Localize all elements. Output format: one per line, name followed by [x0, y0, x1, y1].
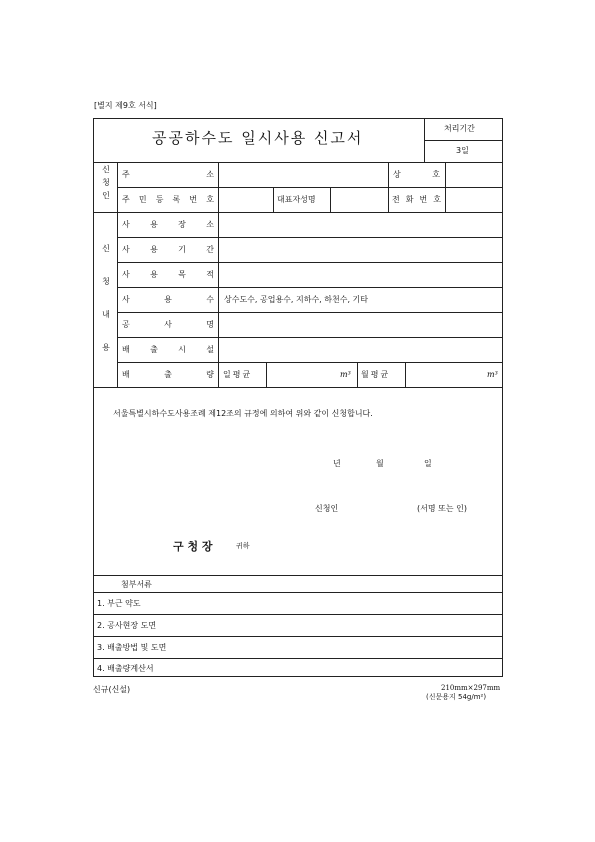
divider — [330, 187, 331, 212]
water-source-value: 상수도수, 공업용수, 지하수, 하천수, 기타 — [224, 295, 368, 304]
recipient-suffix: 귀하 — [236, 542, 250, 550]
construction-name-label: 공 사 명 — [122, 320, 214, 329]
divider — [424, 140, 503, 141]
daily-average-label: 일평균 — [223, 370, 253, 379]
resident-number-label: 주 민 등 록 번 호 — [122, 195, 214, 204]
divider — [218, 162, 219, 387]
divider — [273, 187, 274, 212]
form-number-label: [별지 제9호 서식] — [94, 101, 157, 110]
divider — [405, 362, 406, 387]
water-source-label: 사 용 수 — [122, 295, 214, 304]
attachment-item: 2. 공사현장 도면 — [97, 621, 157, 630]
address-label: 주 소 — [122, 170, 214, 179]
divider — [93, 636, 503, 637]
divider — [445, 162, 446, 212]
divider — [93, 658, 503, 659]
date-day: 일 — [424, 459, 432, 468]
representative-label: 대표자성명 — [277, 195, 316, 204]
date-month: 월 — [376, 459, 384, 468]
trade-name-label: 상 호 — [393, 170, 440, 179]
date-year: 년 — [333, 459, 341, 468]
divider — [117, 362, 503, 363]
divider — [388, 162, 389, 212]
recipient-name: 구 청 장 — [173, 540, 213, 553]
declaration-text: 서울특별시하수도사용조례 제12조의 규정에 의하여 위와 같이 신청합니다. — [113, 409, 373, 418]
usage-purpose-label: 사 용 목 적 — [122, 270, 214, 279]
divider — [117, 287, 503, 288]
phone-label: 전 화 번 호 — [392, 195, 441, 204]
monthly-unit: m³ — [487, 370, 498, 379]
attachment-item: 1. 부근 약도 — [97, 599, 141, 608]
discharge-facility-label: 배 출 시 설 — [122, 345, 214, 354]
processing-period-label: 처리기간 — [444, 124, 475, 133]
attachment-item: 3. 배출방법 및 도면 — [97, 643, 167, 652]
monthly-average-label: 월평균 — [361, 370, 391, 379]
attachment-item: 4. 배출량계산서 — [97, 664, 154, 673]
attachments-title: 첨부서류 — [121, 580, 152, 589]
paper-size: 210mm×297mm — [441, 684, 501, 692]
page-title: 공공하수도 일시사용 신고서 — [152, 129, 364, 147]
divider — [93, 614, 503, 615]
details-section-label: 신 청 내 용 — [102, 244, 110, 352]
discharge-volume-label: 배 출 량 — [122, 370, 214, 379]
daily-unit: m³ — [340, 370, 351, 379]
divider — [93, 592, 503, 593]
divider — [93, 575, 503, 576]
divider — [266, 362, 267, 387]
divider — [93, 162, 503, 163]
usage-period-label: 사 용 기 간 — [122, 245, 214, 254]
divider — [117, 237, 503, 238]
footer-status: 신규(신설) — [93, 685, 131, 694]
signature-note: (서명 또는 인) — [417, 504, 467, 513]
applicant-signature-label: 신청인 — [315, 504, 339, 513]
divider — [117, 262, 503, 263]
divider — [117, 162, 118, 387]
divider — [117, 337, 503, 338]
processing-period-value: 3일 — [456, 146, 469, 155]
divider — [93, 387, 503, 388]
usage-location-label: 사 용 장 소 — [122, 220, 214, 229]
divider — [117, 312, 503, 313]
paper-spec: (신문용지 54g/m²) — [426, 693, 487, 701]
divider — [357, 362, 358, 387]
applicant-section-label: 신 청 인 — [102, 165, 110, 200]
divider — [93, 212, 503, 213]
